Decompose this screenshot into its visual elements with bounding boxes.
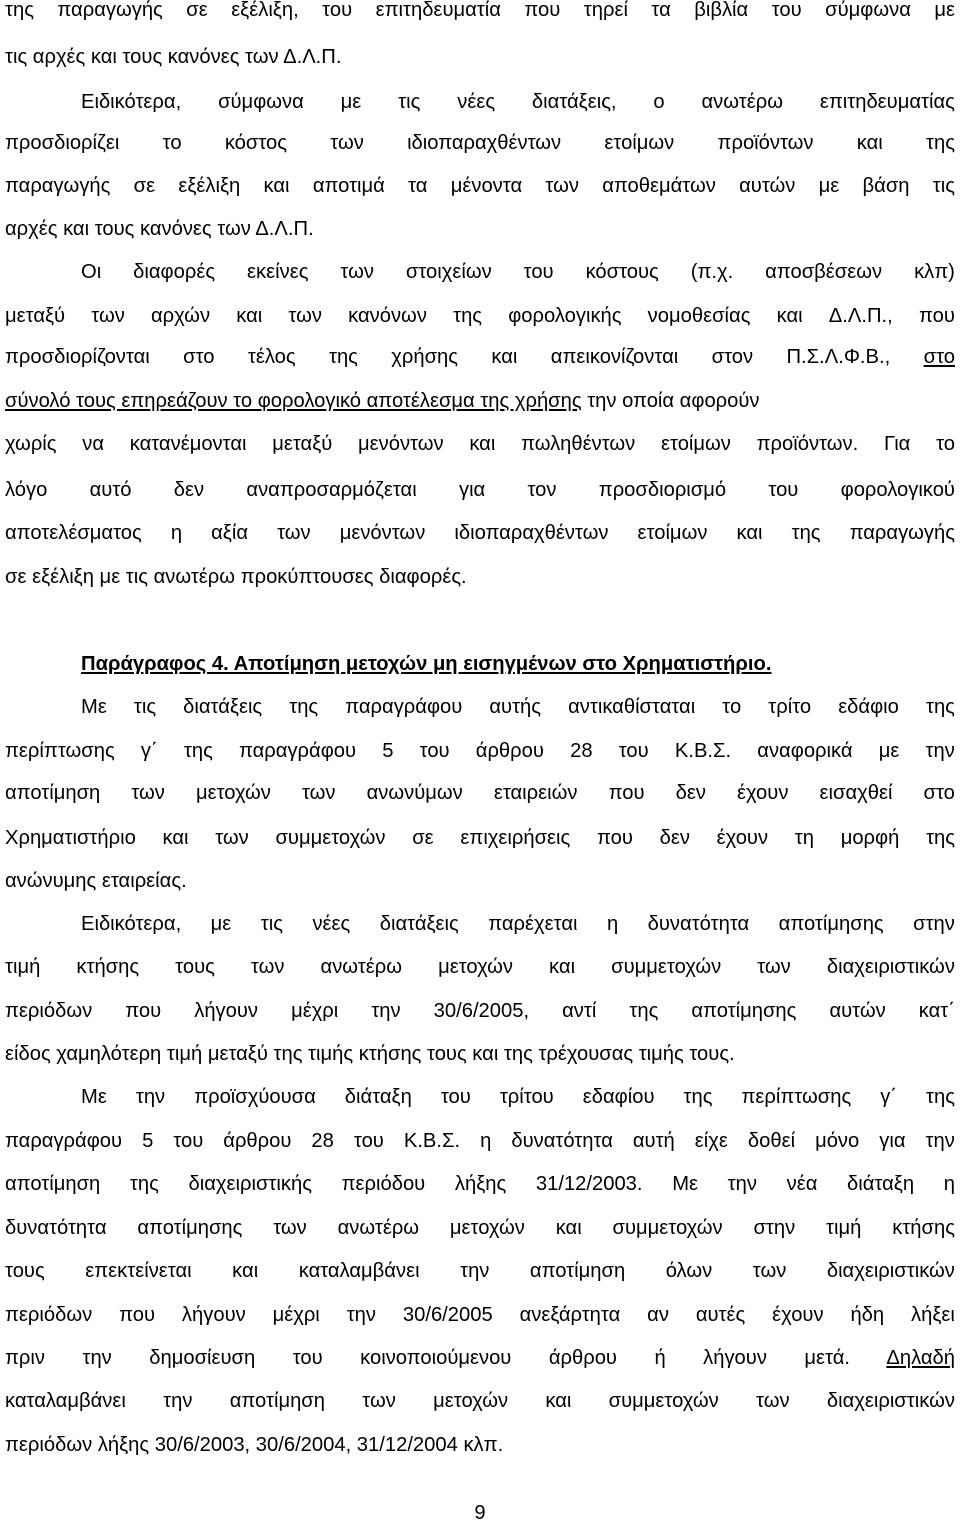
word: διαχειριστικών bbox=[826, 956, 955, 978]
word: που bbox=[119, 1304, 156, 1326]
word: Ειδικότερα, bbox=[81, 913, 182, 935]
word: δυνατότητα bbox=[647, 913, 750, 935]
word: τους bbox=[175, 956, 215, 978]
word: των bbox=[277, 522, 311, 544]
word: περιόδων bbox=[5, 1304, 93, 1326]
word: του bbox=[618, 740, 649, 762]
word: τους bbox=[5, 1260, 45, 1282]
word: δυνατότητα bbox=[5, 1217, 107, 1239]
word: αποτίμησης bbox=[778, 913, 884, 935]
text-line bbox=[5, 1172, 955, 1196]
text-line bbox=[5, 1346, 955, 1370]
word: έχουν bbox=[772, 1304, 824, 1326]
word: το bbox=[936, 433, 955, 455]
word: και bbox=[736, 522, 763, 544]
text-line bbox=[5, 999, 955, 1023]
word: των bbox=[362, 1390, 396, 1412]
word: παραγράφου bbox=[5, 1130, 123, 1152]
word: περίπτωσης bbox=[741, 1086, 852, 1108]
word: Με bbox=[81, 1086, 107, 1108]
word: την bbox=[925, 1130, 955, 1152]
word: μόνο bbox=[815, 1130, 860, 1152]
word: ανωνύμων bbox=[366, 782, 463, 804]
word: λήγουν bbox=[194, 1000, 259, 1022]
word: περίπτωσης bbox=[5, 740, 115, 762]
word: ετοίμων bbox=[604, 132, 675, 154]
word: μορφή bbox=[840, 827, 900, 849]
word: της bbox=[629, 1000, 659, 1022]
word: αυτή bbox=[632, 1130, 675, 1152]
page-number: 9 bbox=[474, 1502, 486, 1524]
underlined-text: σύνολό τους επηρεάζουν το φορολογικό αποτέλεσμα της χρήσης bbox=[5, 390, 582, 412]
word: εδάφιο bbox=[838, 696, 899, 718]
word: αποτελέσματος bbox=[5, 522, 142, 544]
word: φορολογικού bbox=[840, 479, 955, 501]
word: και bbox=[162, 827, 189, 849]
word: καταλαμβάνει bbox=[298, 1260, 420, 1282]
word: λήξης bbox=[454, 1173, 507, 1195]
word: επιτηδευματίας bbox=[819, 91, 955, 113]
word: η bbox=[170, 522, 183, 544]
word: και bbox=[545, 1390, 572, 1412]
word: τις bbox=[398, 91, 421, 113]
word: μενόντων bbox=[358, 433, 444, 455]
word: της bbox=[5, 0, 34, 21]
word: δεν bbox=[173, 479, 205, 501]
word: η bbox=[480, 1130, 492, 1152]
word: παρέχεται bbox=[488, 913, 578, 935]
word: γ΄ bbox=[140, 740, 158, 762]
text-line bbox=[5, 826, 955, 850]
text-line bbox=[5, 1216, 955, 1240]
text-line: είδος χαμηλότερη τιμή μεταξύ της τιμής κτήσης τους και της τρέχουσας τιμής τους. bbox=[5, 1043, 735, 1065]
word: την bbox=[346, 1304, 376, 1326]
word: διατάξεις, bbox=[531, 91, 617, 113]
word: των bbox=[756, 1390, 790, 1412]
word: που bbox=[596, 827, 633, 849]
word: των bbox=[757, 956, 791, 978]
word: μετοχών bbox=[433, 1390, 509, 1412]
text-line bbox=[5, 131, 955, 155]
word: μενόντων bbox=[339, 522, 426, 544]
word: που bbox=[524, 0, 561, 21]
word: (π.χ. bbox=[690, 261, 734, 283]
word: συμμετοχών bbox=[611, 956, 722, 978]
word: παραγράφου bbox=[238, 740, 357, 762]
word: την bbox=[163, 1390, 193, 1412]
word: του bbox=[173, 1130, 204, 1152]
word: το bbox=[722, 696, 742, 718]
word: αρχών bbox=[150, 305, 211, 327]
word: την bbox=[135, 1086, 166, 1108]
word: της bbox=[925, 696, 955, 718]
word: τη bbox=[794, 827, 814, 849]
text-line: σε εξέλιξη με τις ανωτέρω προκύπτουσες διαφορές. bbox=[5, 566, 467, 588]
word: του bbox=[523, 261, 554, 283]
text-line bbox=[5, 739, 955, 763]
text-run: προσδιορίζονται στο τέλος της χρήσης και απεικονίζονται στον Π.Σ.Λ.Φ.Β., bbox=[5, 346, 924, 368]
word: η bbox=[606, 913, 619, 935]
word: που bbox=[918, 305, 955, 327]
word: χωρίς bbox=[5, 433, 57, 455]
word: των bbox=[91, 305, 125, 327]
word: με bbox=[818, 175, 840, 197]
word: Με bbox=[81, 696, 107, 718]
word: παραγωγής bbox=[5, 175, 111, 197]
word: του bbox=[771, 0, 802, 21]
word: της bbox=[926, 827, 955, 849]
word: την bbox=[460, 1260, 490, 1282]
word: των bbox=[131, 782, 165, 804]
word: διαχειριστικών bbox=[826, 1390, 955, 1412]
word: την bbox=[925, 740, 955, 762]
word: λήξει bbox=[911, 1304, 955, 1326]
word: με bbox=[210, 913, 232, 935]
word: του bbox=[419, 740, 450, 762]
word: προσδιορίζει bbox=[5, 132, 120, 154]
word: μετοχών bbox=[438, 956, 513, 978]
word: του bbox=[353, 1130, 384, 1152]
word: αποτίμησης bbox=[691, 1000, 797, 1022]
word: το bbox=[162, 132, 182, 154]
word: άρθρου bbox=[475, 740, 544, 762]
word: τον bbox=[527, 479, 557, 501]
word: των bbox=[215, 827, 249, 849]
text-line bbox=[5, 345, 955, 369]
word: Οι bbox=[81, 261, 102, 283]
word: η bbox=[943, 1173, 955, 1195]
text-line: τις αρχές και τους κανόνες των Δ.Λ.Π. bbox=[5, 46, 342, 68]
word: με bbox=[340, 91, 362, 113]
word: των bbox=[340, 261, 374, 283]
word: εξέλιξη bbox=[178, 175, 241, 197]
word: κόστους bbox=[585, 261, 659, 283]
word: διάταξη bbox=[344, 1086, 412, 1108]
word: φορολογικής bbox=[508, 305, 622, 327]
word: αποθεμάτων bbox=[602, 175, 716, 197]
word: να bbox=[82, 433, 104, 455]
text-line bbox=[5, 955, 955, 979]
word: και bbox=[232, 1260, 259, 1282]
word: αντικαθίσταται bbox=[568, 696, 696, 718]
word: κλπ) bbox=[914, 261, 955, 283]
word: του bbox=[768, 479, 799, 501]
word: όλων bbox=[665, 1260, 713, 1282]
word: κανόνων bbox=[348, 305, 427, 327]
word: πωληθέντων bbox=[521, 433, 636, 455]
word: περιόδου bbox=[341, 1173, 426, 1195]
word: παραγράφου bbox=[345, 696, 463, 718]
text-line bbox=[5, 90, 955, 114]
word: εδαφίου bbox=[582, 1086, 655, 1108]
word: άρθρου bbox=[223, 1130, 292, 1152]
underlined-text: Δηλαδή bbox=[886, 1347, 955, 1369]
word: καταλαμβάνει bbox=[5, 1390, 126, 1412]
word: μέχρι bbox=[291, 1000, 339, 1022]
word: μετοχών bbox=[449, 1217, 525, 1239]
word: επιτηδευματία bbox=[375, 0, 501, 21]
word: την bbox=[371, 1000, 401, 1022]
word: αποτιμά bbox=[312, 175, 385, 197]
word: προϊσχύουσα bbox=[194, 1086, 316, 1108]
word: διαχειριστικής bbox=[188, 1173, 312, 1195]
text-line: ανώνυμης εταιρείας. bbox=[5, 870, 187, 892]
word: κτήσης bbox=[892, 1217, 955, 1239]
word: δυνατότητα bbox=[511, 1130, 613, 1152]
text-line: αρχές και τους κανόνες των Δ.Λ.Π. bbox=[5, 218, 314, 240]
word: αναφορικά bbox=[757, 740, 853, 762]
underlined-text: στο bbox=[923, 346, 955, 368]
word: αν bbox=[647, 1304, 669, 1326]
word: 30/6/2005, bbox=[433, 1000, 530, 1022]
word: διατάξεις bbox=[379, 913, 459, 935]
word: δοθεί bbox=[747, 1130, 796, 1152]
word: βάση bbox=[862, 175, 910, 197]
word: των bbox=[752, 1260, 787, 1282]
text-run: την οποία αφορούν bbox=[581, 390, 760, 412]
word: ετοίμων bbox=[637, 522, 708, 544]
text-line bbox=[5, 521, 955, 545]
text-line bbox=[5, 912, 955, 936]
word: σε bbox=[133, 175, 156, 197]
word: παραγωγής bbox=[849, 522, 955, 544]
word: είχε bbox=[694, 1130, 728, 1152]
word: αποτίμηση bbox=[229, 1390, 325, 1412]
word: ανεξάρτητα bbox=[519, 1304, 621, 1326]
word: επεκτείνεται bbox=[85, 1260, 192, 1282]
text-line bbox=[5, 0, 955, 22]
word: αναπροσαρμόζεται bbox=[246, 479, 417, 501]
word: εξέλιξη, bbox=[231, 0, 299, 21]
word: νέες bbox=[457, 91, 496, 113]
text-line bbox=[5, 260, 955, 284]
section-heading: Παράγραφος 4. Αποτίμηση μετοχών μη εισηγμένων στο Χρηματιστήριο. bbox=[81, 653, 772, 675]
word: αυτής bbox=[489, 696, 542, 718]
word: κατανέμονται bbox=[129, 433, 247, 455]
word: διάταξη bbox=[847, 1173, 915, 1195]
text-line bbox=[5, 1129, 955, 1153]
word: προσδιορισμό bbox=[598, 479, 727, 501]
word: κτήσης bbox=[76, 956, 140, 978]
word: και bbox=[469, 433, 496, 455]
word: 30/6/2005 bbox=[402, 1304, 493, 1326]
text-line bbox=[5, 1389, 955, 1413]
word: διατάξεις bbox=[183, 696, 263, 718]
word: λήγουν bbox=[181, 1304, 246, 1326]
word: τηρεί bbox=[583, 0, 628, 21]
word: Ειδικότερα, bbox=[81, 91, 182, 113]
word: την bbox=[727, 1173, 757, 1195]
word: που bbox=[125, 1000, 162, 1022]
word: Για bbox=[883, 433, 911, 455]
word: μεταξύ bbox=[5, 305, 66, 327]
word: των bbox=[273, 1217, 307, 1239]
word: Κ.Β.Σ. bbox=[674, 740, 732, 762]
word: με bbox=[878, 740, 900, 762]
word: νέες bbox=[312, 913, 351, 935]
word: 5 bbox=[142, 1130, 154, 1152]
word: σε bbox=[412, 827, 434, 849]
text-line bbox=[5, 478, 955, 502]
word: διαχειριστικών bbox=[826, 1260, 955, 1282]
word: αποτίμηση bbox=[529, 1260, 626, 1282]
word: τις bbox=[133, 696, 157, 718]
word: σύμφωνα bbox=[825, 0, 911, 21]
word: περιόδων bbox=[5, 1000, 93, 1022]
word: έχουν bbox=[737, 782, 789, 804]
text-line bbox=[5, 432, 955, 456]
word: αποτίμησης bbox=[137, 1217, 243, 1239]
word: συμμετοχών bbox=[612, 1217, 723, 1239]
word: των bbox=[301, 782, 336, 804]
word: στοιχείων bbox=[405, 261, 492, 283]
text-line bbox=[5, 1085, 955, 1109]
word: ιδιοπαραχθέντων bbox=[454, 522, 609, 544]
word: της bbox=[289, 696, 319, 718]
word: σε bbox=[186, 0, 208, 21]
word: Κ.Β.Σ. bbox=[403, 1130, 461, 1152]
word: με bbox=[934, 0, 955, 21]
word: του bbox=[440, 1086, 471, 1108]
word: 28 bbox=[311, 1130, 334, 1152]
word: κόστος bbox=[224, 132, 288, 154]
word: αποσβέσεων bbox=[765, 261, 883, 283]
word: συμμετοχών bbox=[275, 827, 386, 849]
word: Χρηματιστήριο bbox=[5, 827, 136, 849]
text-line bbox=[5, 781, 955, 805]
word: λόγο bbox=[5, 479, 48, 501]
word: ανωτέρω bbox=[320, 956, 402, 978]
word: μένοντα bbox=[450, 175, 523, 197]
word: νομοθεσίας bbox=[647, 305, 751, 327]
word: έχουν bbox=[716, 827, 769, 849]
word: στο bbox=[923, 782, 955, 804]
word: ανωτέρω bbox=[337, 1217, 420, 1239]
text-line bbox=[5, 1303, 955, 1327]
word: αυτών bbox=[739, 175, 796, 197]
word: Με bbox=[672, 1173, 699, 1195]
word: δεν bbox=[675, 782, 706, 804]
word: σύμφωνα bbox=[218, 91, 304, 113]
word: τιμή bbox=[826, 1217, 862, 1239]
word: του bbox=[322, 0, 353, 21]
word: εισαχθεί bbox=[819, 782, 893, 804]
word: τα bbox=[651, 0, 671, 21]
word: της bbox=[926, 132, 955, 154]
word: και bbox=[263, 175, 290, 197]
word: αυτών bbox=[829, 1000, 886, 1022]
word: μέχρι bbox=[272, 1304, 320, 1326]
word: των bbox=[250, 956, 285, 978]
word: ετοίμων bbox=[661, 433, 731, 455]
word: προϊόντων. bbox=[756, 433, 859, 455]
word: παραγωγής bbox=[57, 0, 163, 21]
word: για bbox=[458, 479, 486, 501]
word: και bbox=[856, 132, 883, 154]
word: επιχειρήσεις bbox=[460, 827, 571, 849]
word: κατ΄ bbox=[918, 1000, 955, 1022]
word: Δ.Λ.Π., bbox=[828, 305, 893, 327]
text-line bbox=[5, 174, 955, 198]
word: της bbox=[926, 1086, 955, 1108]
word: ήδη bbox=[850, 1304, 885, 1326]
word: μεταξύ bbox=[272, 433, 333, 455]
word: των bbox=[330, 132, 364, 154]
word: τις bbox=[260, 913, 283, 935]
word: 5 bbox=[382, 740, 394, 762]
word: της bbox=[791, 522, 821, 544]
word: και bbox=[555, 1217, 582, 1239]
word: 31/12/2003. bbox=[535, 1173, 643, 1195]
word: γ΄ bbox=[880, 1086, 898, 1108]
word: προϊόντων bbox=[717, 132, 814, 154]
word: αποτίμηση bbox=[5, 782, 101, 804]
word: δεν bbox=[659, 827, 690, 849]
text-line bbox=[5, 304, 955, 328]
word: τιμή bbox=[5, 956, 41, 978]
word: εκείνες bbox=[247, 261, 309, 283]
word: τα bbox=[408, 175, 428, 197]
word: και bbox=[236, 305, 263, 327]
word: που bbox=[608, 782, 645, 804]
word: 28 bbox=[570, 740, 593, 762]
word: νέα bbox=[786, 1173, 818, 1195]
word: εταιρειών bbox=[493, 782, 578, 804]
word: για bbox=[879, 1130, 906, 1152]
word: τις bbox=[932, 175, 955, 197]
word: αυτό bbox=[89, 479, 132, 501]
word: αντί bbox=[562, 1000, 597, 1022]
word: αξία bbox=[211, 522, 248, 544]
word: ιδιοπαραχθέντων bbox=[407, 132, 562, 154]
word: τρίτο bbox=[768, 696, 812, 718]
word: μετοχών bbox=[195, 782, 271, 804]
word: αποτίμηση bbox=[5, 1173, 101, 1195]
word: και bbox=[549, 956, 576, 978]
text-line: περιόδων λήξης 30/6/2003, 30/6/2004, 31/12/2004 κλπ. bbox=[5, 1434, 504, 1456]
word: των bbox=[545, 175, 579, 197]
word: της bbox=[183, 740, 213, 762]
word: και bbox=[776, 305, 803, 327]
word: της bbox=[129, 1173, 159, 1195]
word: συμμετοχών bbox=[608, 1390, 719, 1412]
text-line bbox=[5, 389, 955, 413]
word: της bbox=[453, 305, 483, 327]
text-run: πριν την δημοσίευση του κοινοποιούμενου άρθρου ή λήγουν μετά. bbox=[5, 1347, 887, 1369]
word: τρίτου bbox=[499, 1086, 554, 1108]
word: των bbox=[288, 305, 322, 327]
word: ο bbox=[653, 91, 665, 113]
word: διαφορές bbox=[133, 261, 216, 283]
text-line bbox=[5, 695, 955, 719]
text-line bbox=[5, 1259, 955, 1283]
word: της bbox=[683, 1086, 713, 1108]
word: ανωτέρω bbox=[701, 91, 783, 113]
word: βιβλία bbox=[694, 0, 749, 21]
word: αυτές bbox=[695, 1304, 746, 1326]
word: στην bbox=[753, 1217, 796, 1239]
word: στην bbox=[913, 913, 955, 935]
